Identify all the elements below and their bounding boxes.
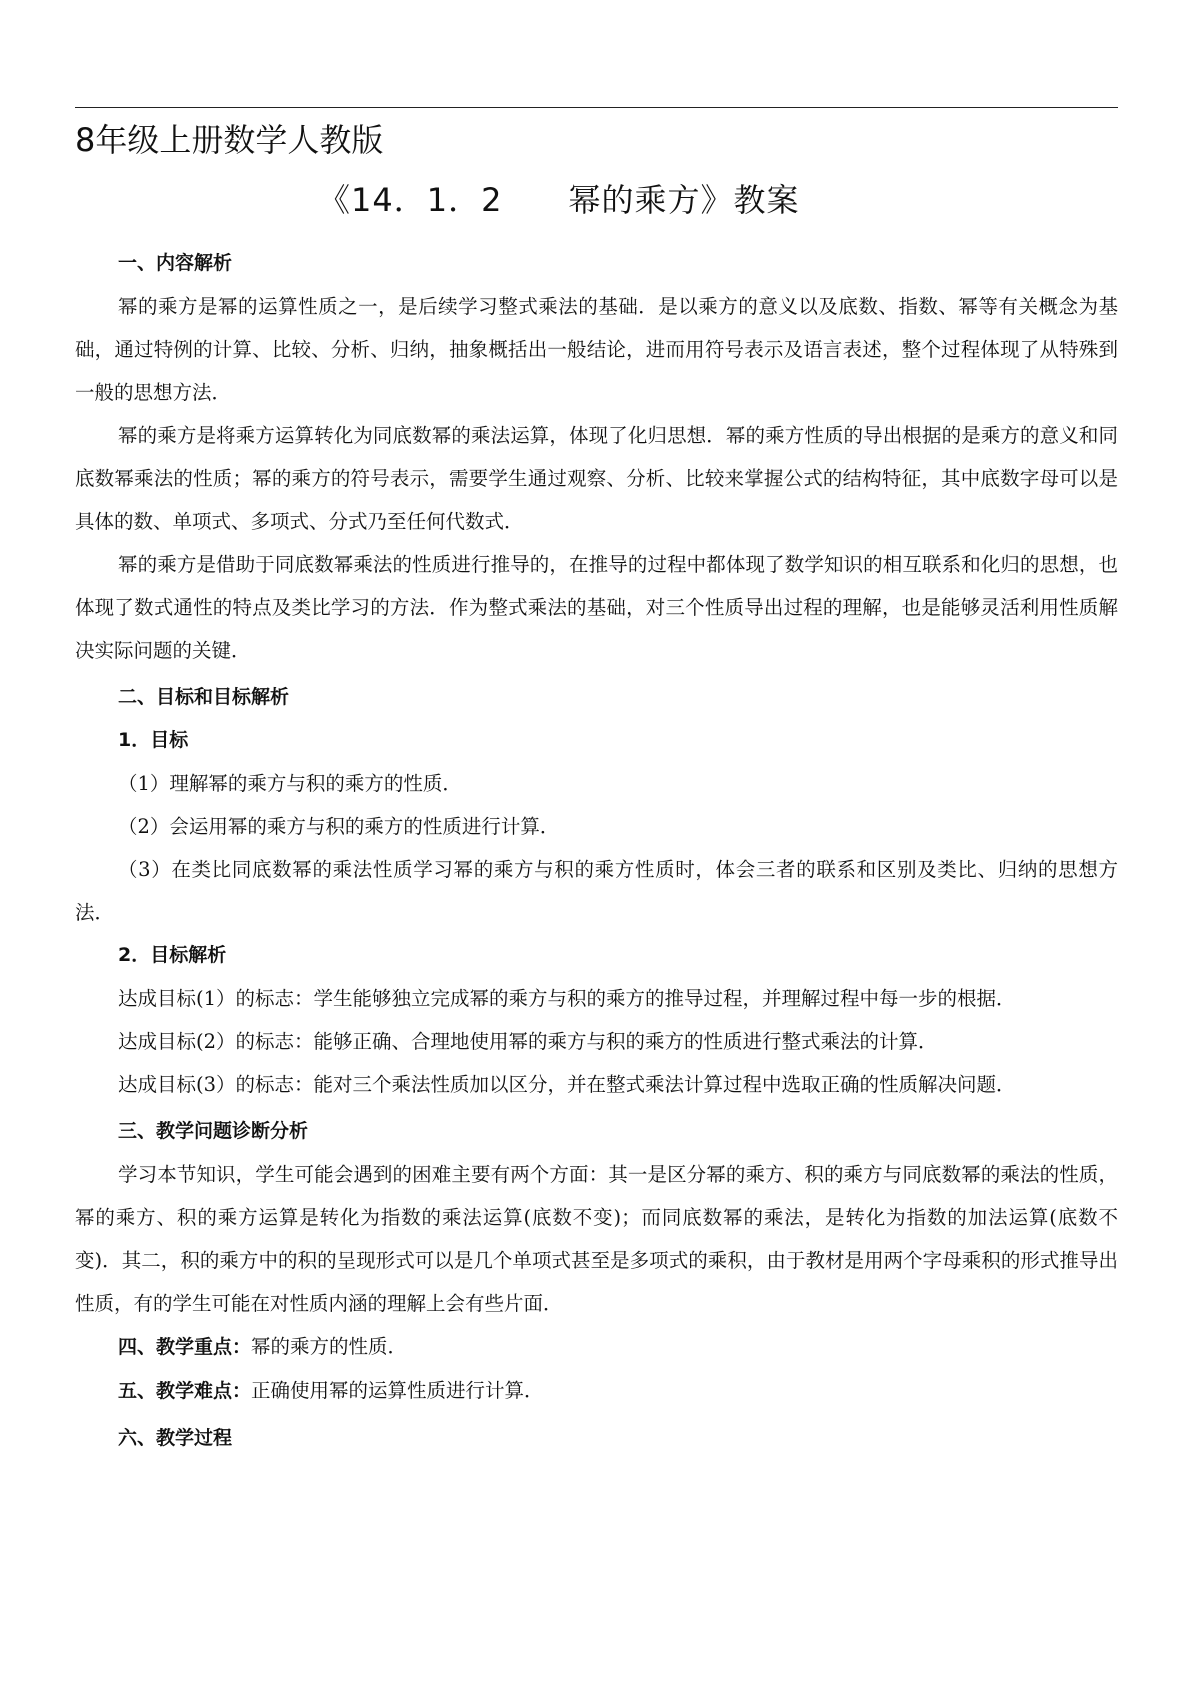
goal-analysis-item-3: 达成目标(3）的标志：能对三个乘法性质加以区分，并在整式乘法计算过程中选取正确的性质解决问题． [118, 1073, 1016, 1096]
header-rule [75, 107, 1118, 108]
goal-item-3: （3）在类比同底数幂的乘法性质学习幂的乘方与积的乘方性质时，体会三者的联系和区别及类比、归纳的思想方法． [75, 858, 1118, 924]
section-heading-diagnosis: 三、教学问题诊断分析 [118, 1120, 309, 1142]
goal-analysis-subheading: 2．目标解析 [118, 944, 227, 966]
difficulty-text: 正确使用幂的运算性质进行计算． [251, 1379, 544, 1402]
difficulty-label: 五、教学难点： [118, 1380, 252, 1402]
goal-item-2: （2）会运用幂的乘方与积的乘方的性质进行计算． [118, 815, 560, 838]
document-title: 《14．1．2 幂的乘方》教案 [318, 181, 800, 219]
content-analysis-paragraph-1: 幂的乘方是幂的运算性质之一，是后续学习整式乘法的基础．是以乘方的意义以及底数、指数、幂等有关概念为基础，通过特例的计算、比较、分析、归纳，抽象概括出一般结论，进而用符号表示及语言表述，整个过程体现了从特殊到一般的思想方法． [75, 295, 1118, 404]
key-point-line [75, 1325, 1118, 1369]
key-point-text: 幂的乘方的性质． [251, 1335, 408, 1358]
key-point-label: 四、教学重点： [118, 1336, 252, 1358]
goal-analysis-item-2: 达成目标(2）的标志：能够正确、合理地使用幂的乘方与积的乘方的性质进行整式乘法的计算． [118, 1030, 938, 1053]
document-body [75, 238, 1118, 1460]
goals-subheading: 1．目标 [118, 729, 189, 751]
content-analysis-paragraph-2: 幂的乘方是将乘方运算转化为同底数幂的乘法运算，体现了化归思想．幂的乘方性质的导出根据的是乘方的意义和同底数幂乘法的性质；幂的乘方的符号表示，需要学生通过观察、分析、比较来掌握公式的结构特征，其中底数字母可以是具体的数、单项式、多项式、分式乃至任何代数式． [75, 424, 1118, 533]
section-heading-process: 六、教学过程 [118, 1427, 233, 1449]
difficulty-line [75, 1369, 1118, 1413]
goal-item-1: （1）理解幂的乘方与积的乘方的性质． [118, 772, 462, 795]
content-analysis-paragraph-3: 幂的乘方是借助于同底数幂乘法的性质进行推导的，在推导的过程中都体现了数学知识的相互联系和化归的思想，也体现了数式通性的特点及类比学习的方法．作为整式乘法的基础，对三个性质导出过程的理解，也是能够灵活利用性质解决实际问题的关键． [75, 553, 1118, 662]
grade-header: 8年级上册数学人教版 [75, 121, 384, 159]
section-heading-content-analysis: 一、内容解析 [118, 252, 233, 274]
diagnosis-paragraph: 学习本节知识，学生可能会遇到的困难主要有两个方面：其一是区分幂的乘方、积的乘方与同底数幂的乘法的性质，幂的乘方、积的乘方运算是转化为指数的乘法运算(底数不变)；而同底数幂的乘法，是转化为指数的加法运算(底数不变)．其二，积的乘方中的积的呈现形式可以是几个单项式甚至是多项式的乘积，由于教材是用两个字母乘积的形式推导出性质，有的学生可能在对性质内涵的理解上会有些片面． [75, 1163, 1118, 1315]
section-heading-goals: 二、目标和目标解析 [118, 686, 290, 708]
goal-analysis-item-1: 达成目标(1）的标志：学生能够独立完成幂的乘方与积的乘方的推导过程，并理解过程中每一步的根据． [118, 987, 1016, 1010]
